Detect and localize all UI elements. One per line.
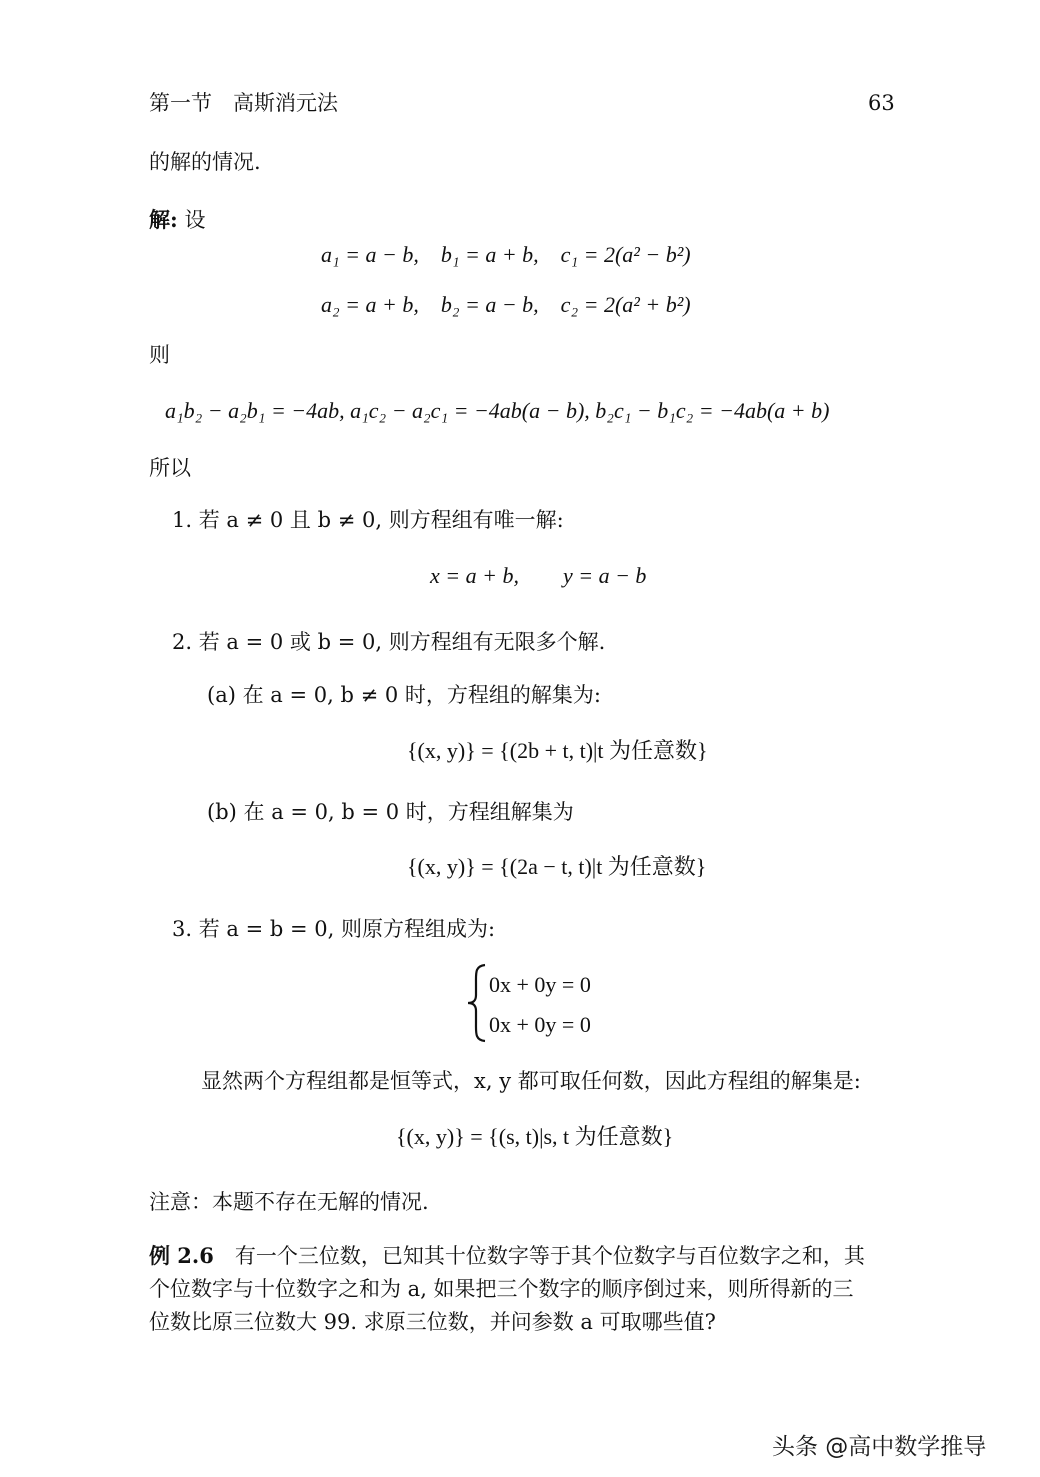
case-2-text: 若 a = 0 或 b = 0, 则方程组有无限多个解.: [198, 630, 606, 654]
left-brace: [466, 963, 488, 1043]
case-2a-text: 在 a = 0, b ≠ 0 时，方程组的解集为:: [242, 683, 601, 707]
then-text: 则: [149, 343, 170, 367]
determinants-equation: a₁b₂ − a₂b₁ = −4ab, a₁c₂ − a₂c₁ = −4ab(a − b), b₂c₁ − b₁c₂ = −4ab(a + b): [165, 398, 830, 423]
case-1-equation: x = a + b, y = a − b: [430, 563, 647, 588]
case-2a-number: (a): [207, 683, 236, 707]
example-text-1: 有一个三位数，已知其十位数字等于其个位数字与百位数字之和，其: [234, 1244, 865, 1268]
case-1: [172, 507, 564, 533]
solution-lead: 设: [184, 208, 206, 232]
solution-label: 解:: [149, 207, 178, 232]
case-3: [172, 916, 495, 942]
case-2b-number: (b): [207, 800, 237, 824]
case-3-text: 若 a = b = 0, 则原方程组成为:: [198, 917, 496, 941]
example-line-2: 个位数字与十位数字之和为 a, 如果把三个数字的顺序倒过来，则所得新的三: [149, 1277, 854, 1301]
definition-line-2: a₂ = a + b, b₂ = a − b, c₂ = 2(a² + b²): [321, 292, 691, 317]
example-line-3: 位数比原三位数大 99. 求原三位数，并问参数 a 可取哪些值?: [149, 1310, 716, 1334]
solution-heading: [149, 207, 205, 233]
case-1-text: 若 a ≠ 0 且 b ≠ 0, 则方程组有唯一解:: [198, 508, 564, 532]
page-number: 63: [868, 91, 895, 115]
case-1-number: 1.: [172, 508, 193, 532]
definition-line-1: a₁ = a − b, b₁ = a + b, c₁ = 2(a² − b²): [321, 242, 691, 267]
example-line-1: [149, 1243, 865, 1269]
case-3-number: 3.: [172, 917, 193, 941]
therefore-text: 所以: [149, 456, 191, 480]
case-2-number: 2.: [172, 630, 193, 654]
system-equation-2: 0x + 0y = 0: [489, 1012, 591, 1037]
case-2: [172, 629, 605, 655]
example-label: 例 2.6: [149, 1243, 214, 1268]
case-2a: [207, 682, 601, 708]
case-3-equation: {(x, y)} = {(s, t)|s, t 为任意数}: [396, 1124, 674, 1149]
case-2b-equation: {(x, y)} = {(2a − t, t)|t 为任意数}: [407, 854, 707, 879]
system-equation-1: 0x + 0y = 0: [489, 972, 591, 997]
case-3-comment: 显然两个方程组都是恒等式，x, y 都可取任何数，因此方程组的解集是:: [201, 1069, 861, 1093]
case-2b: [207, 799, 574, 825]
intro-text: 的解的情况.: [149, 150, 261, 174]
section-header: 第一节 高斯消元法: [149, 91, 338, 115]
case-2b-text: 在 a = 0, b = 0 时，方程组解集为: [243, 800, 574, 824]
case-2a-equation: {(x, y)} = {(2b + t, t)|t 为任意数}: [407, 738, 708, 763]
note-text: 注意：本题不存在无解的情况.: [149, 1190, 429, 1214]
watermark: 头条 @高中数学推导: [772, 1434, 987, 1460]
